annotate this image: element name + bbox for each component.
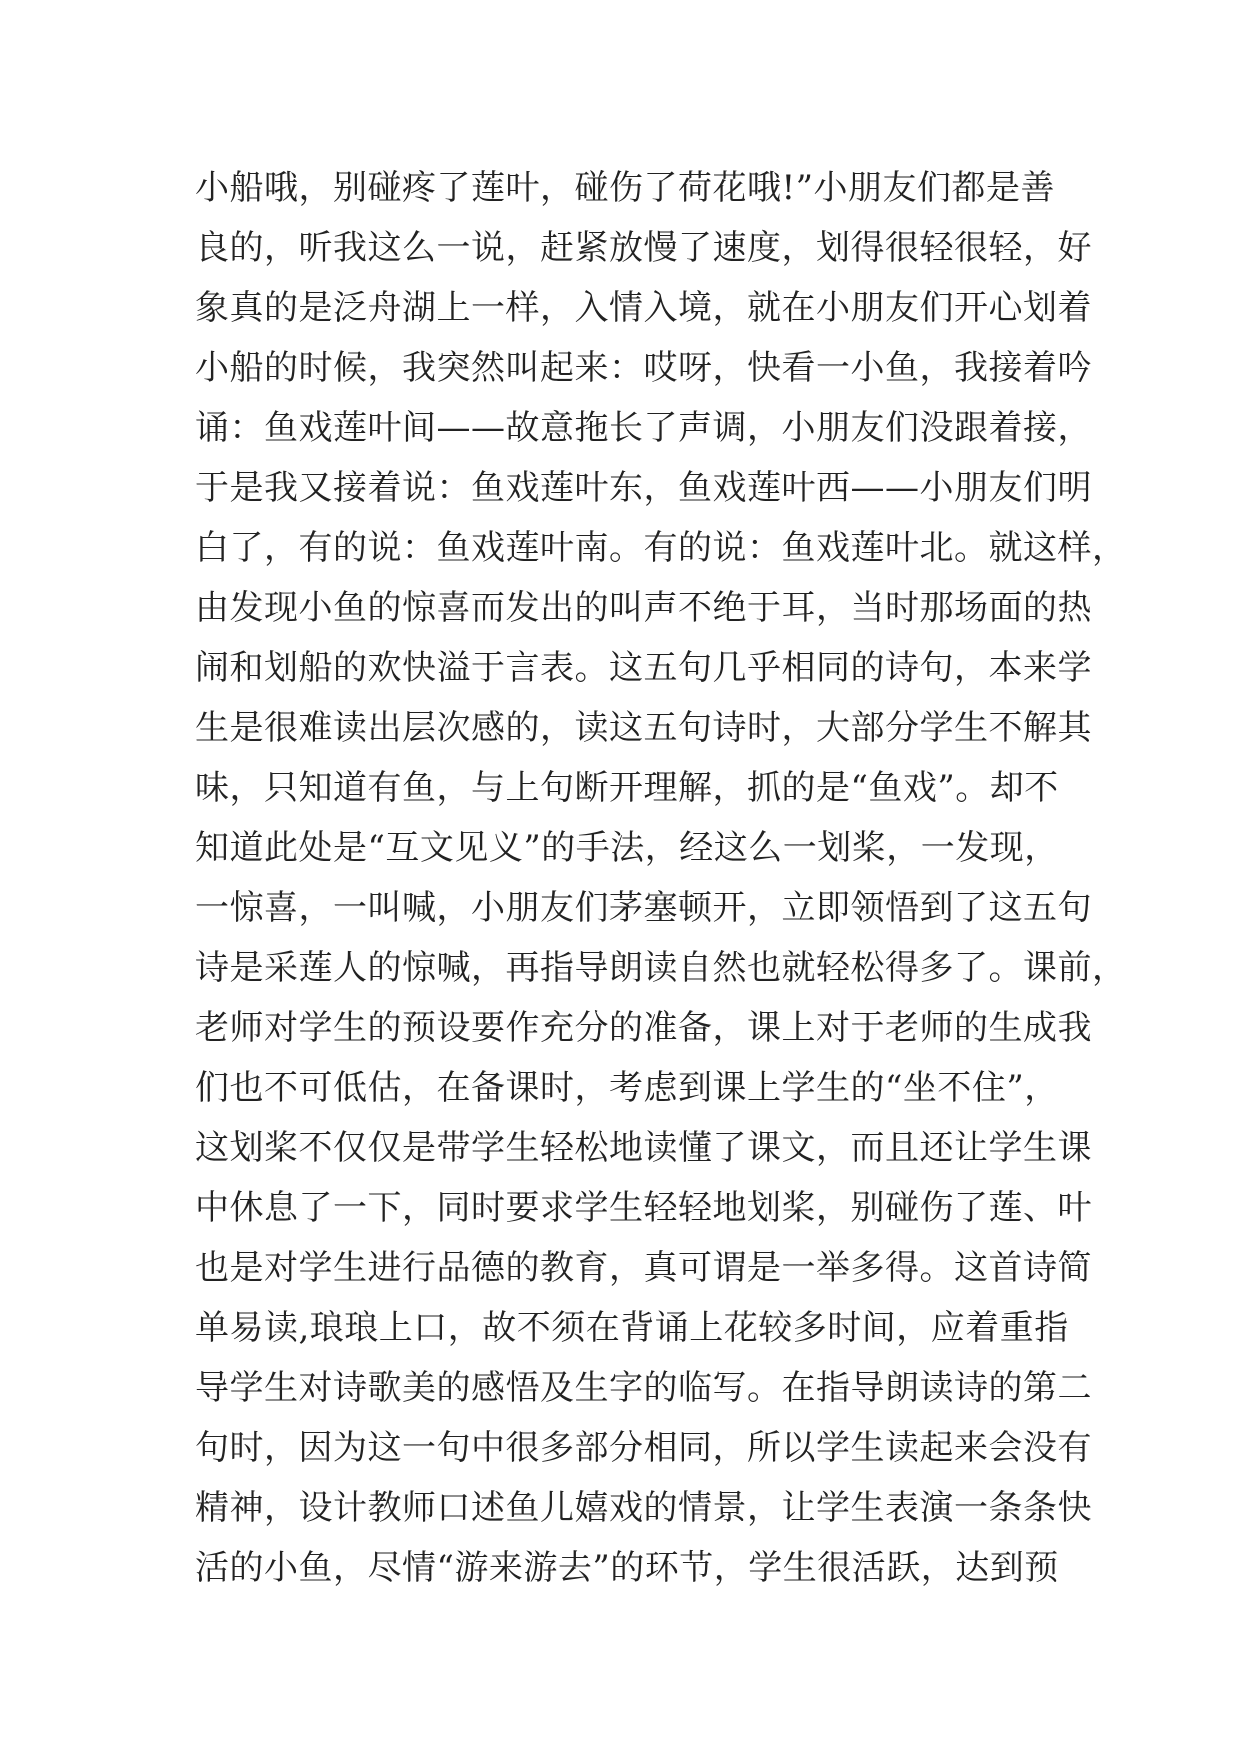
text-line: 单易读,琅琅上口，故不须在背诵上花较多时间，应着重指 xyxy=(195,1308,1069,1348)
text-line: 知道此处是“互文见义”的手法，经这么一划桨，一发现， xyxy=(195,828,1059,868)
text-line: 味，只知道有鱼，与上句断开理解，抓的是“鱼戏”。却不 xyxy=(195,768,1059,808)
text-line: 们也不可低估，在备课时，考虑到课上学生的“坐不住”， xyxy=(195,1068,1059,1108)
text-line: 闹和划船的欢快溢于言表。这五句几乎相同的诗句，本来学 xyxy=(195,648,1092,688)
text-line: 诗是采莲人的惊喊，再指导朗读自然也就轻松得多了。课前， xyxy=(195,948,1127,988)
text-line: 精神，设计教师口述鱼儿嬉戏的情景，让学生表演一条条快 xyxy=(195,1488,1092,1528)
text-line: 于是我又接着说：鱼戏莲叶东，鱼戏莲叶西——小朋友们明 xyxy=(195,468,1092,508)
text-line: 由发现小鱼的惊喜而发出的叫声不绝于耳，当时那场面的热 xyxy=(195,588,1092,628)
text-line: 小船的时候，我突然叫起来：哎呀，快看一小鱼，我接着吟 xyxy=(195,348,1092,388)
body-text xyxy=(195,158,1127,1598)
text-line: 中休息了一下，同时要求学生轻轻地划桨，别碰伤了莲、叶 xyxy=(195,1188,1092,1228)
text-line: 句时，因为这一句中很多部分相同，所以学生读起来会没有 xyxy=(195,1428,1092,1468)
text-line: 一惊喜，一叫喊，小朋友们茅塞顿开，立即领悟到了这五句 xyxy=(195,888,1092,928)
text-line: 也是对学生进行品德的教育，真可谓是一举多得。这首诗简 xyxy=(195,1248,1092,1288)
text-line: 小船哦，别碰疼了莲叶，碰伤了荷花哦!”小朋友们都是善 xyxy=(195,168,1056,208)
text-line: 生是很难读出层次感的，读这五句诗时，大部分学生不解其 xyxy=(195,708,1092,748)
text-line: 象真的是泛舟湖上一样，入情入境，就在小朋友们开心划着 xyxy=(195,288,1092,328)
text-line: 导学生对诗歌美的感悟及生字的临写。在指导朗读诗的第二 xyxy=(195,1368,1092,1408)
text-line: 老师对学生的预设要作充分的准备，课上对于老师的生成我 xyxy=(195,1008,1092,1048)
text-line: 良的，听我这么一说，赶紧放慢了速度，划得很轻很轻，好 xyxy=(195,228,1092,268)
text-line: 活的小鱼，尽情“游来游去”的环节，学生很活跃，达到预 xyxy=(195,1548,1059,1588)
text-line: 白了，有的说：鱼戏莲叶南。有的说：鱼戏莲叶北。就这样， xyxy=(195,528,1127,568)
text-line: 诵：鱼戏莲叶间——故意拖长了声调，小朋友们没跟着接， xyxy=(195,408,1092,448)
text-line: 这划桨不仅仅是带学生轻松地读懂了课文，而且还让学生课 xyxy=(195,1128,1092,1168)
